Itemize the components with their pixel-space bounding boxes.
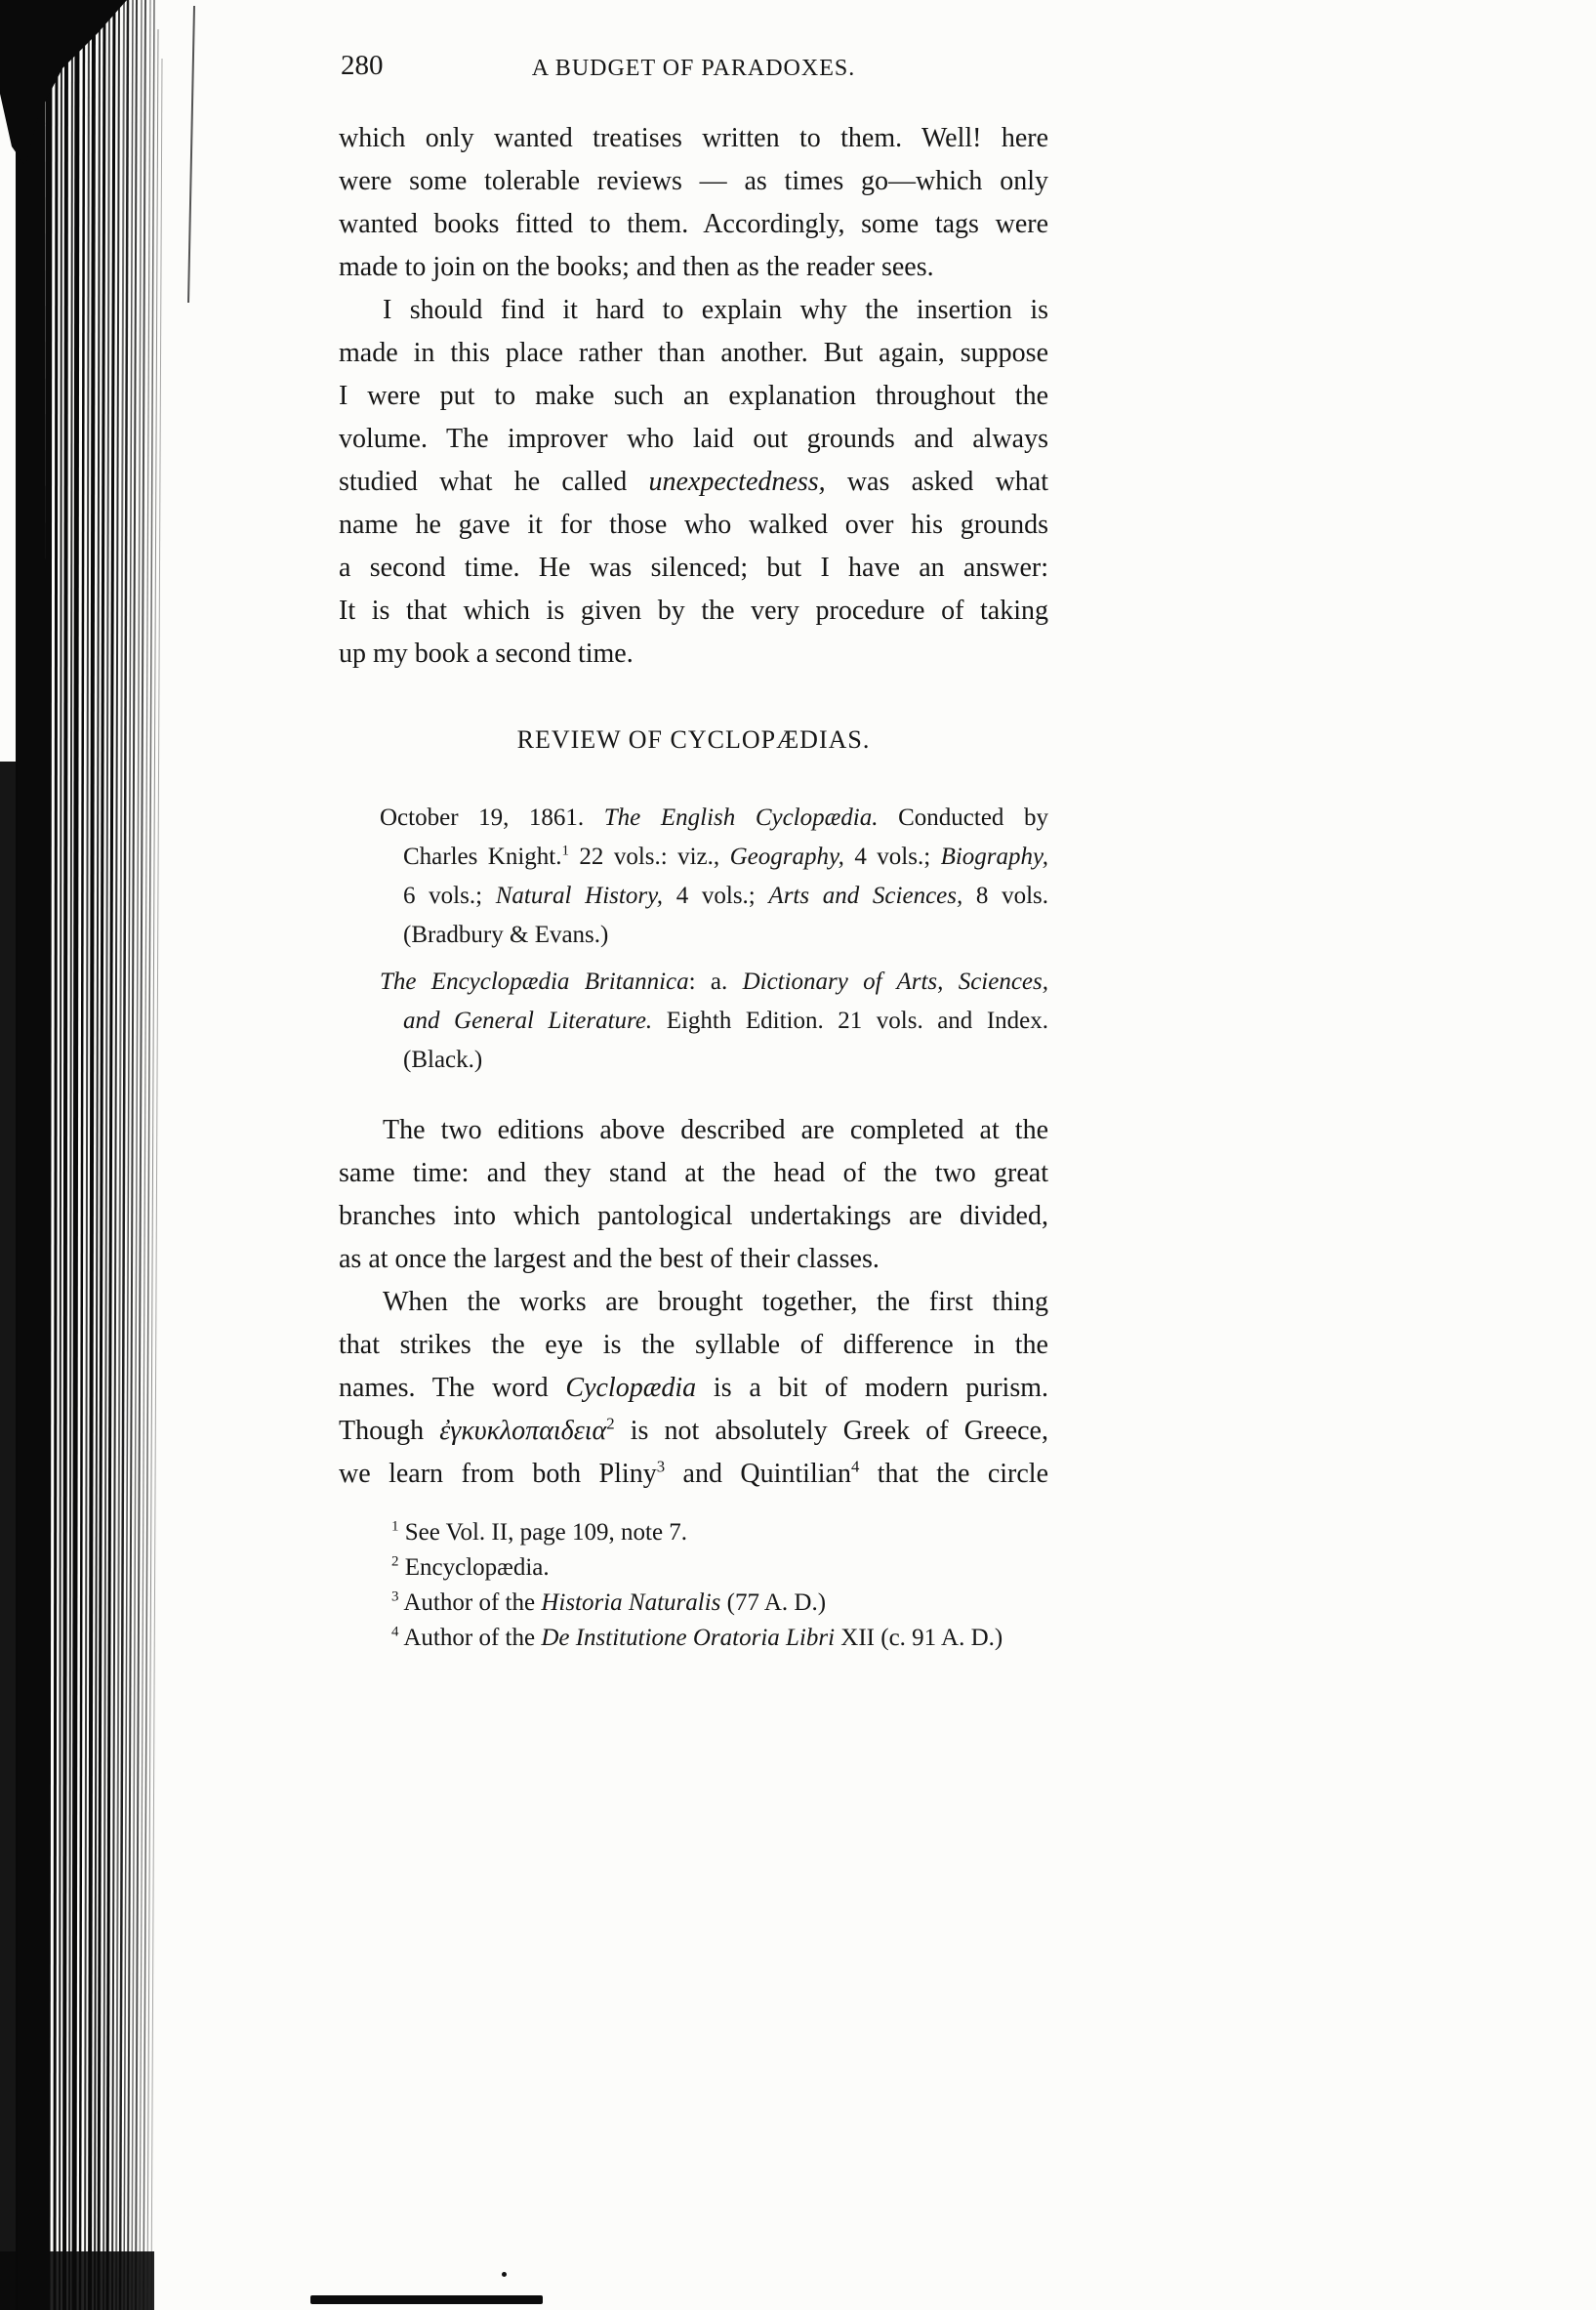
text-segment: The Encyclopædia Britannica [380, 969, 689, 995]
text-segment: Author of the [398, 1589, 542, 1616]
text-line [339, 963, 1048, 1002]
text-segment: Charles Knight. [403, 844, 562, 870]
text-segment: See Vol. II, page 109, note 7. [398, 1519, 688, 1546]
text-segment: Arts and Sciences, [768, 883, 963, 909]
text-line [339, 1041, 1048, 1080]
text-segment: 4 vols.; [663, 883, 769, 909]
text-line [339, 1002, 1048, 1041]
running-title: A BUDGET OF PARADOXES. [531, 56, 856, 81]
bibliography-entry-2 [339, 963, 1048, 1080]
text-line [339, 246, 1048, 289]
footnote-marker: 3 [391, 1588, 399, 1605]
text-segment: 4 vols.; [843, 844, 941, 870]
text-line [339, 1109, 1048, 1152]
text-segment: : a. [688, 969, 743, 995]
text-segment: that strikes the eye is the syllable of difference in the [339, 1330, 1048, 1360]
text-line [339, 1621, 1048, 1656]
footnote-marker: 2 [391, 1553, 399, 1570]
text-line [339, 1238, 1048, 1281]
text-segment: names. The word [339, 1373, 566, 1403]
text-segment: Encyclopædia. [398, 1554, 550, 1581]
page-number: 280 [341, 50, 384, 81]
text-segment: (77 A. D.) [720, 1589, 827, 1616]
text-segment: is a bit of modern purism. [696, 1373, 1049, 1403]
text-segment: was asked what [825, 467, 1048, 497]
text-segment: volume. The improver who laid out grounds and always [339, 424, 1048, 454]
section-heading: REVIEW OF CYCLOPÆDIAS. [516, 725, 871, 754]
footnote-marker: 2 [606, 1414, 615, 1433]
text-line [339, 547, 1048, 590]
text-segment: that the circle [859, 1459, 1049, 1489]
scan-dot [502, 2272, 507, 2277]
text-line [339, 1195, 1048, 1238]
text-line [339, 877, 1048, 916]
paragraph-1 [339, 117, 1048, 289]
text-line [339, 418, 1048, 461]
text-line [339, 916, 1048, 955]
text-line [339, 160, 1048, 203]
text-segment: Author of the [398, 1625, 542, 1651]
text-line [339, 203, 1048, 246]
text-segment: a second time. He was silenced; but I have an answer: [339, 553, 1048, 583]
text-segment: The English Cyclopædia. [603, 804, 879, 831]
text-segment: made in this place rather than another. But again, suppose [339, 338, 1048, 368]
text-segment: and General Literature. [403, 1008, 653, 1034]
text-segment: wanted books fitted to them. Accordingly, some tags were [339, 209, 1048, 239]
text-segment: It is that which is given by the very procedure of taking [339, 596, 1048, 626]
text-line [339, 504, 1048, 547]
text-segment: I were put to make such an explanation throughout the [339, 381, 1048, 411]
bibliography-entry-1 [339, 799, 1048, 955]
footnote-marker: 1 [561, 843, 569, 859]
text-line [339, 1281, 1048, 1324]
footnotes [339, 1515, 1048, 1656]
text-segment: Cyclopædia [565, 1373, 697, 1403]
text-line [339, 1324, 1048, 1367]
text-segment: Historia Naturalis [541, 1589, 721, 1616]
text-line [339, 1586, 1048, 1621]
text-segment: branches into which pantological undertakings are divided, [339, 1201, 1048, 1231]
text-segment: as at once the largest and the best of their classes. [339, 1244, 880, 1274]
text-line [339, 1550, 1048, 1586]
text-segment: (Bradbury & Evans.) [403, 922, 609, 948]
text-segment: which only wanted treatises written to them. Well! here [339, 123, 1048, 153]
text-line [339, 289, 1048, 332]
text-line [339, 332, 1048, 375]
text-segment: I should find it hard to explain why the insertion is [383, 295, 1048, 325]
text-line [339, 799, 1048, 838]
text-segment: name he gave it for those who walked over his grounds [339, 510, 1048, 540]
text-line [339, 117, 1048, 160]
text-segment: we learn from both Pliny [339, 1459, 657, 1489]
text-segment: studied what he called [339, 467, 649, 497]
text-segment: XII (c. 91 A. D.) [835, 1625, 1003, 1651]
text-segment: 22 vols.: viz., [568, 844, 730, 870]
paragraph-3 [339, 1109, 1048, 1281]
text-segment: De Institutione Oratoria Libri [541, 1625, 836, 1651]
text-segment: Geography, [729, 844, 844, 870]
footnote-marker: 4 [850, 1457, 860, 1476]
text-line [339, 1515, 1048, 1550]
text-segment: Conducted by [878, 804, 1048, 831]
text-segment: same time: and they stand at the head of the two great [339, 1158, 1048, 1188]
paragraph-4 [339, 1281, 1048, 1496]
text-segment: and Quintilian [665, 1459, 851, 1489]
text-line [339, 1453, 1048, 1496]
text-segment: (Black.) [403, 1047, 483, 1073]
text-segment: were some tolerable reviews — as times go—which only [339, 166, 1048, 196]
text-line [339, 590, 1048, 633]
footnote-marker: 1 [391, 1518, 399, 1535]
text-segment: Dictionary of Arts, Sciences, [742, 969, 1049, 995]
text-segment: The two editions above described are completed at the [383, 1115, 1048, 1145]
text-segment: up my book a second time. [339, 639, 634, 669]
text-segment: When the works are brought together, the first thing [383, 1287, 1048, 1317]
text-line [339, 1367, 1048, 1410]
text-line [339, 1410, 1048, 1453]
text-body [339, 0, 1048, 2310]
text-segment: Biography, [940, 844, 1048, 870]
text-segment: unexpectedness, [648, 467, 826, 497]
text-segment: 8 vols. [962, 883, 1049, 909]
text-line [339, 375, 1048, 418]
text-segment: October 19, 1861. [380, 804, 604, 831]
book-gutter-scan-artifact [0, 0, 225, 2310]
text-segment: Though [339, 1416, 440, 1446]
text-segment: made to join on the books; and then as the reader sees. [339, 252, 934, 282]
text-segment: ἐγκυκλοπαιδεια [439, 1416, 607, 1446]
paragraph-2 [339, 289, 1048, 676]
footnote-marker: 3 [656, 1457, 666, 1476]
text-segment: 6 vols.; [403, 883, 496, 909]
text-line [339, 1152, 1048, 1195]
text-line [339, 461, 1048, 504]
text-segment: is not absolutely Greek of Greece, [614, 1416, 1048, 1446]
text-line [339, 838, 1048, 877]
text-segment: Natural History, [495, 883, 664, 909]
text-line [339, 633, 1048, 676]
scan-smudge-bottom [310, 2295, 543, 2304]
text-segment: Eighth Edition. 21 vols. and Index. [652, 1008, 1048, 1034]
footnote-marker: 4 [391, 1624, 399, 1640]
